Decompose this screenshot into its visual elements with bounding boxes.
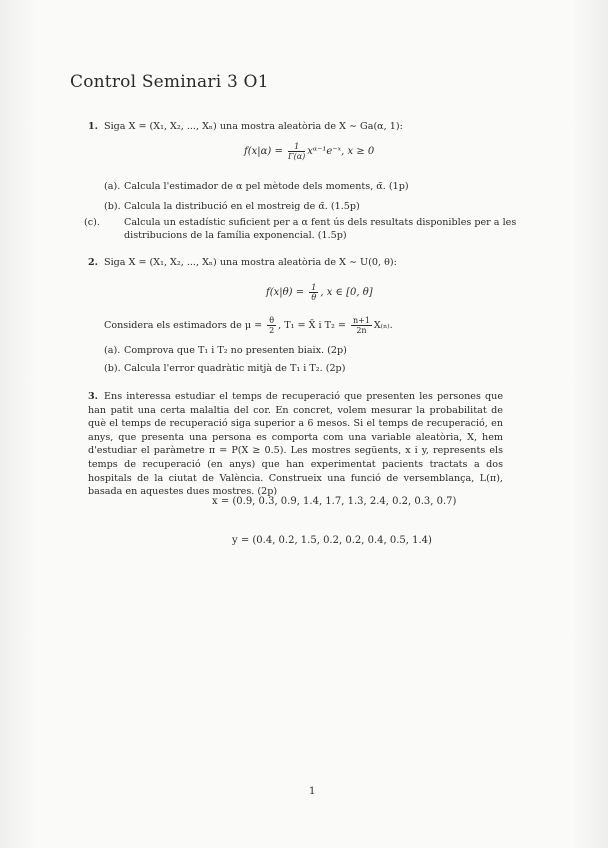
formula-1-numerator: 1: [288, 142, 305, 152]
t2-denominator: 2n: [356, 326, 367, 335]
estimators-post: X₍ₙ₎.: [373, 320, 393, 331]
problem-2-formula: [266, 283, 373, 302]
t2-numerator: n+1: [352, 316, 370, 325]
problem-1-item-c: [84, 216, 524, 242]
item-label: (c).: [84, 217, 100, 228]
mu-fraction: [267, 316, 276, 335]
problem-3-text: Ens interessa estudiar el temps de recuperació que presenten les persones que han patit una certa malaltia del cor. En concret, volem mesurar la probabilitat de què el temps de recuperació siga superior a 6 mesos. Si el temps de recuperació, en anys, que presenta una persona es comporta com una variable aleatòria, X, hem d'estudiar el paràmetre π = P(X ≥ 0.5). Les mostres següents, x i y, represents els temps de recuperació (en anys) que han experimentat pacients tractats a dos hospitals de la ciutat de València. Construeix una funció de versemblança, L(π), basada en aquestes dues mostres. (2p): [88, 391, 503, 498]
formula-2-rhs: , x ∈ [0, θ]: [320, 287, 373, 298]
problem-1-item-b: [104, 200, 504, 213]
item-label: (b).: [104, 363, 121, 374]
mu-numerator: θ: [269, 316, 275, 325]
page-title: Control Seminari 3 O1: [70, 72, 269, 92]
problem-2-estimators: [104, 316, 504, 335]
t2-fraction: [351, 316, 372, 335]
item-label: (a).: [104, 345, 121, 356]
problem-2-item-a: [104, 344, 504, 357]
formula-2-lhs: f(x|θ) =: [266, 287, 305, 298]
problem-1-item-a: [104, 180, 504, 193]
item-text: Calcula l'error quadràtic mitjà de T₁ i T₂. (2p): [124, 363, 346, 374]
formula-1-lhs: f(x|α) =: [244, 146, 283, 157]
problem-2-text: Siga X = (X₁, X₂, ..., Xₙ) una mostra aleatòria de X ∼ U(0, θ):: [104, 257, 397, 268]
problem-1-formula: [244, 142, 374, 161]
problem-2-number: 2.: [88, 257, 99, 268]
item-label: (a).: [104, 181, 121, 192]
formula-1-denominator: Γ(α): [288, 152, 306, 161]
estimators-mid: , T₁ = X̄ i T₂ =: [278, 320, 346, 331]
problem-2-item-b: [104, 362, 504, 375]
problem-1-statement: [88, 120, 508, 134]
problem-1-text: Siga X = (X₁, X₂, ..., Xₙ) una mostra aleatòria de X ∼ Ga(α, 1):: [104, 121, 403, 132]
item-text: Calcula l'estimador de α pel mètode dels moments, α̃. (1p): [124, 181, 409, 192]
problem-3-statement: [88, 390, 503, 499]
item-text: Calcula la distribució en el mostreig de α̃. (1.5p): [124, 201, 360, 212]
item-text: Calcula un estadístic suficient per a α fent ús dels resultats disponibles per a les distribucions de la família exponencial. (1.5p): [124, 217, 517, 241]
estimators-intro: Considera els estimadors de μ =: [104, 320, 263, 331]
mu-denominator: 2: [269, 326, 275, 335]
problem-2-statement: [88, 256, 508, 270]
formula-1-fraction: [288, 142, 305, 161]
item-label: (b).: [104, 201, 121, 212]
sample-x: x = (0.9, 0.3, 0.9, 1.4, 1.7, 1.3, 2.4, 0.2, 0.3, 0.7): [212, 496, 457, 507]
item-text: Comprova que T₁ i T₂ no presenten biaix. (2p): [124, 345, 347, 356]
page-number: 1: [309, 786, 316, 797]
formula-1-rhs: xᵅ⁻¹e⁻ˣ, x ≥ 0: [307, 146, 375, 157]
formula-2-fraction: [309, 283, 318, 302]
formula-2-numerator: 1: [311, 283, 317, 292]
formula-2-denominator: θ: [311, 293, 317, 302]
sample-y: y = (0.4, 0.2, 1.5, 0.2, 0.2, 0.4, 0.5, 1.4): [232, 535, 432, 546]
problem-3-number: 3.: [88, 391, 99, 402]
problem-1-number: 1.: [88, 121, 99, 132]
